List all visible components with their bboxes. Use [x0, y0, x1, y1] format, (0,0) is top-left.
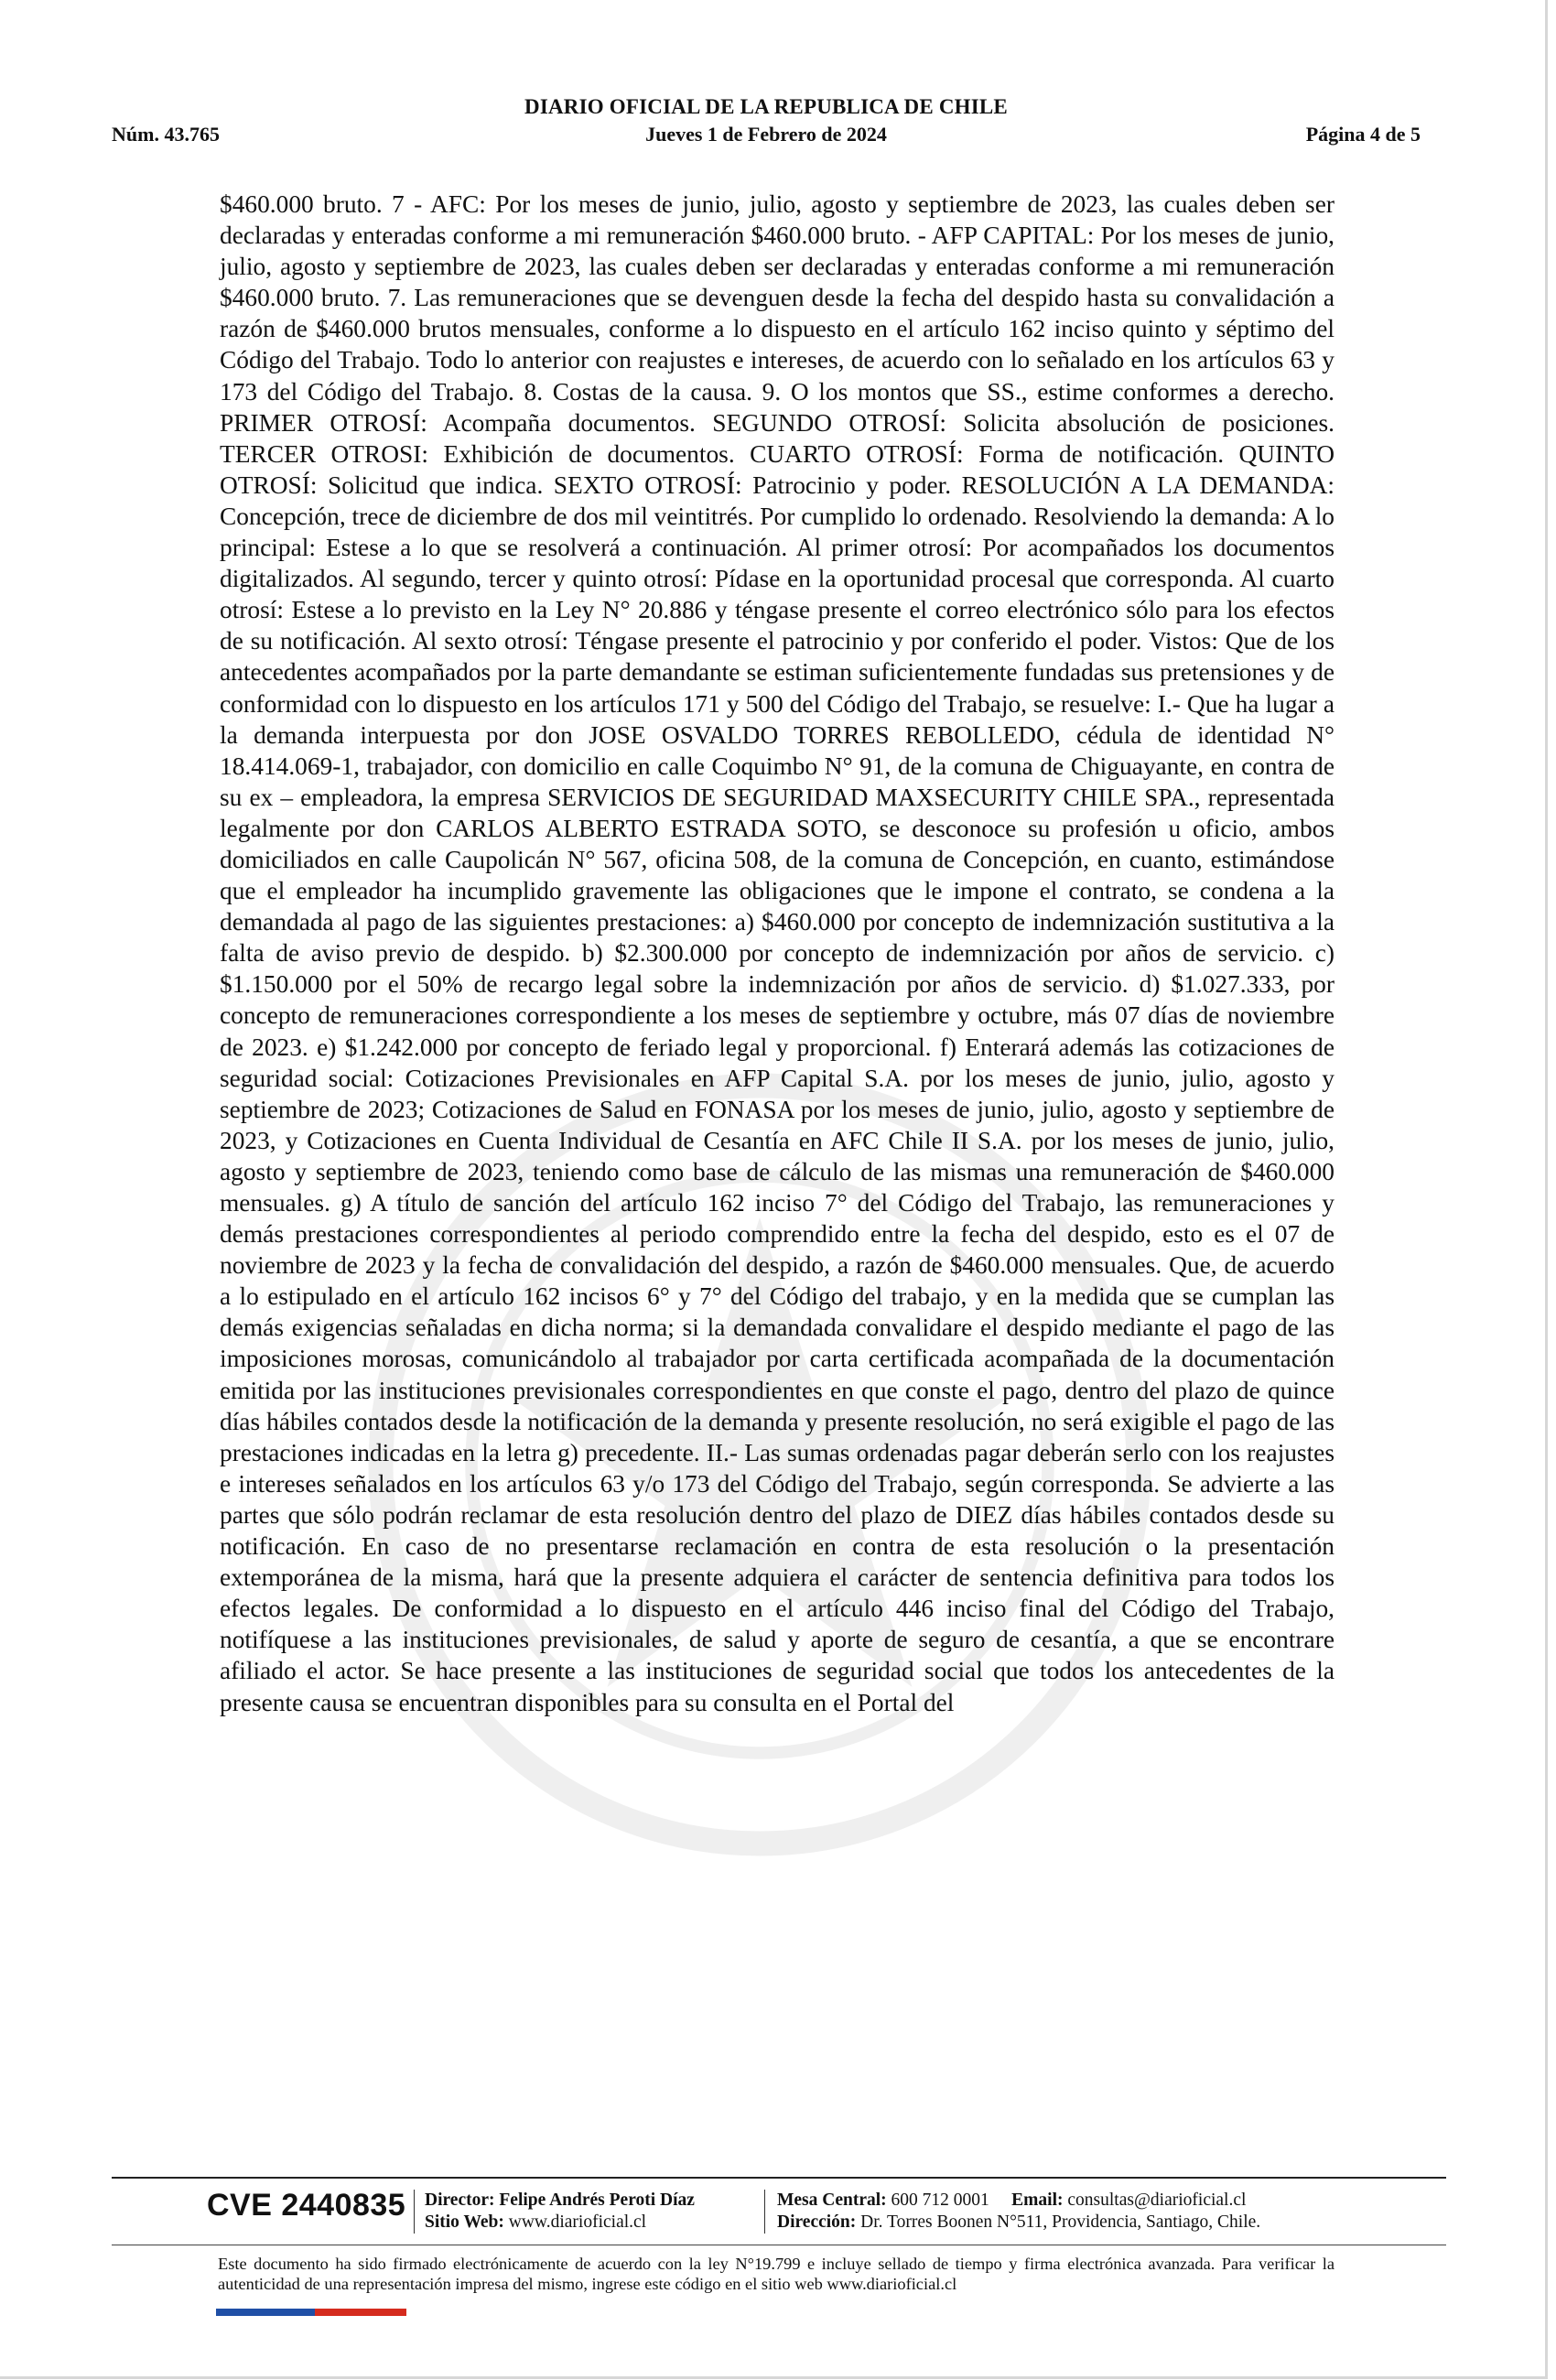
- cve-code: CVE 2440835: [207, 2188, 406, 2223]
- legal-notice: Este documento ha sido firmado electrónicamente de acuerdo con la ley N°19.799 e incluye sellado de tiempo y firma electrónica avanzada. Para verificar la autenticidad de una representación impresa del mismo, ingrese este código en el sitio web www.diarioficial.cl: [218, 2255, 1334, 2293]
- flag-blue-segment: [216, 2309, 315, 2316]
- issue-number: Núm. 43.765: [112, 123, 220, 146]
- email-link[interactable]: consultas@diarioficial.cl: [1067, 2191, 1247, 2210]
- address-line: [777, 2212, 1260, 2234]
- phone-email-line: [777, 2190, 1260, 2212]
- address-label: Dirección:: [777, 2212, 857, 2232]
- publication-date: Jueves 1 de Febrero de 2024: [645, 123, 887, 146]
- address-text: Dr. Torres Boonen N°511, Providencia, Santiago, Chile.: [860, 2212, 1261, 2232]
- footer-top-rule: [112, 2177, 1446, 2179]
- director-line: [425, 2190, 695, 2212]
- footer-contact-block: [777, 2190, 1260, 2234]
- document-body-text: $460.000 bruto. 7 - AFC: Por los meses de junio, julio, agosto y septiembre de 2023, las cuales deben ser declaradas y enteradas conforme a mi remuneración $460.000 bruto. - AFP CAPITAL: Por los meses de junio, julio, agosto y septiembre de 2023, las cuales deben ser declaradas y enteradas conforme a mi remuneración $460.000 bruto. 7. Las remuneraciones que se devenguen desde la fecha del despido hasta su convalidación a razón de $460.000 brutos mensuales, conforme a lo dispuesto en el artículo 162 inciso quinto y séptimo del Código del Trabajo. Todo lo anterior con reajustes e intereses, de acuerdo con lo señalado en los artículos 63 y 173 del Código del Trabajo. 8. Costas de la causa. 9. O los montos que SS., estime conformes a derecho. PRIMER OTROSÍ: Acompaña documentos. SEGUNDO OTROSÍ: Solicita absolución de posiciones. TERCER OTROSI: Exhibición de documentos. CUARTO OTROSÍ: Forma de notificación. QUINTO OTROSÍ: Solicitud que indica. SEXTO OTROSÍ: Patrocinio y poder. RESOLUCIÓN A LA DEMANDA: Concepción, trece de diciembre de dos mil veintitrés. Por cumplido lo ordenado. Resolviendo la demanda: A lo principal: Estese a lo que se resolverá a continuación. Al primer otrosí: Por acompañados los documentos digitalizados. Al segundo, tercer y quinto otrosí: Pídase en la oportunidad procesal que corresponda. Al cuarto otrosí: Estese a lo previsto en la Ley N° 20.886 y téngase presente el correo electrónico sólo para los efectos de su notificación. Al sexto otrosí: Téngase presente el patrocinio y por conferido el poder. Vistos: Que de los antecedentes acompañados por la parte demandante se estiman suficientemente fundadas sus pretensiones y de conformidad con lo dispuesto en los artículos 171 y 500 del Código del Trabajo, se resuelve: I.- Que ha lugar a la demanda interpuesta por don JOSE OSVALDO TORRES REBOLLEDO, cédula de identidad N° 18.414.069-1, trabajador, con domicilio en calle Coquimbo N° 91, de la comuna de Chiguayante, en contra de su ex – empleadora, la empresa SERVICIOS DE SEGURIDAD MAXSECURITY CHILE SPA., representada legalmente por don CARLOS ALBERTO ESTRADA SOTO, se desconoce su profesión u oficio, ambos domiciliados en calle Caupolicán N° 567, oficina 508, de la comuna de Concepción, en cuanto, estimándose que el empleador ha incumplido gravemente las obligaciones que le impone el contrato, se condena a la demandada al pago de las siguientes prestaciones: a) $460.000 por concepto de indemnización sustitutiva a la falta de aviso previo de despido. b) $2.300.000 por concepto de indemnización por años de servicio. c) $1.150.000 por el 50% de recargo legal sobre la indemnización por años de servicio. d) $1.027.333, por concepto de remuneraciones correspondiente a los meses de septiembre y octubre, más 07 días de noviembre de 2023. e) $1.242.000 por concepto de feriado legal y proporcional. f) Enterará además las cotizaciones de seguridad social: Cotizaciones Previsionales en AFP Capital S.A. por los meses de junio, julio, agosto y septiembre de 2023; Cotizaciones de Salud en FONASA por los meses de junio, julio, agosto y septiembre de 2023, y Cotizaciones en Cuenta Individual de Cesantía en AFC Chile II S.A. por los meses de junio, julio, agosto y septiembre de 2023, teniendo como base de cálculo de las mismas una remuneración de $460.000 mensuales. g) A título de sanción del artículo 162 inciso 7° del Código del Trabajo, las remuneraciones y demás prestaciones correspondientes al periodo comprendido entre la fecha del despido, esto es el 07 de noviembre de 2023 y la fecha de convalidación del despido, a razón de $460.000 mensuales. Que, de acuerdo a lo estipulado en el artículo 162 incisos 6° y 7° del Código del trabajo, y en la medida que se cumplan las demás exigencias señaladas en dicha norma; si la demandada convalidare el despido mediante el pago de las imposiciones morosas, comunicándolo al trabajador por carta certificada acompañada de la documentación emitida por las instituciones previsionales correspondientes en que conste el pago, dentro del plazo de quince días hábiles contados desde la notificación de la demanda y presente resolución, no será exigible el pago de las prestaciones indicadas en la letra g) precedente. II.- Las sumas ordenadas pagar deberán serlo con los reajustes e intereses señalados en los artículos 63 y/o 173 del Código del Trabajo, según corresponda. Se advierte a las partes que sólo podrán reclamar de esta resolución dentro del plazo de DIEZ días hábiles contados desde su notificación. En caso de no presentarse reclamación en contra de esta resolución o la presentación extemporánea de la misma, hará que la presente adquiera el carácter de sentencia definitiva para todos los efectos legales. De conformidad a lo dispuesto en el artículo 446 inciso final del Código del Trabajo, notifíquese a las instituciones previsionales, de salud y aporte de seguro de cesantía, a que se encontrare afiliado el actor. Se hace presente a las instituciones de seguridad social que todos los antecedentes de la presente causa se encuentran disponibles para su consulta en el Portal del: [220, 190, 1334, 1716]
- website-link[interactable]: www.diarioficial.cl: [508, 2212, 647, 2232]
- page-header: [112, 95, 1421, 154]
- publication-title: DIARIO OFICIAL DE LA REPUBLICA DE CHILE: [524, 95, 1008, 118]
- footer-divider: [414, 2190, 415, 2234]
- website-line: [425, 2212, 695, 2234]
- footer-divider: [764, 2190, 765, 2234]
- phone-number: 600 712 0001: [891, 2191, 989, 2210]
- page-number: Página 4 de 5: [1305, 123, 1421, 146]
- phone-label: Mesa Central:: [777, 2191, 887, 2210]
- flag-red-segment: [315, 2309, 406, 2316]
- website-label: Sitio Web:: [425, 2212, 504, 2232]
- chile-flag-stripe: [216, 2309, 406, 2316]
- director-name: Felipe Andrés Peroti Díaz: [499, 2191, 695, 2210]
- footer-director-block: [425, 2190, 695, 2234]
- email-label: Email:: [1011, 2191, 1064, 2210]
- director-label: Director:: [425, 2191, 495, 2210]
